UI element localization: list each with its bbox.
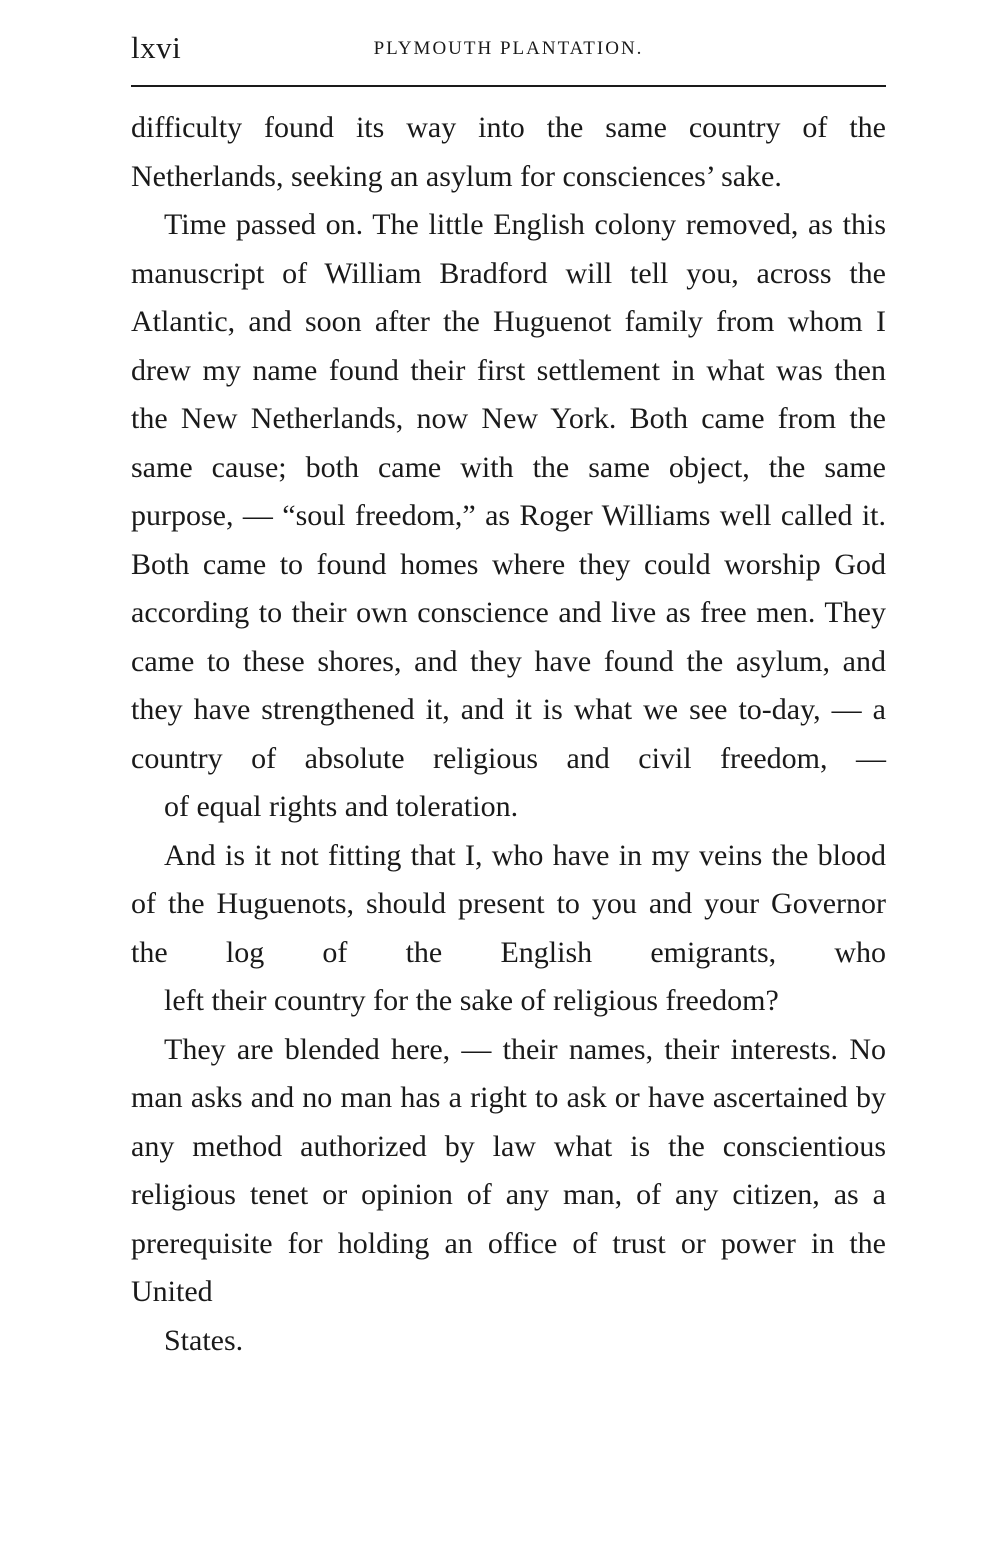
paragraph-last-line: Netherlands, seeking an asylum for consciences’ sake. (131, 159, 782, 193)
page-header (131, 28, 886, 68)
paragraph (131, 201, 886, 832)
body-text (131, 104, 886, 1365)
paragraph-last-line: States. (164, 1323, 244, 1357)
header-rule (131, 85, 886, 87)
paragraph (131, 832, 886, 1026)
paragraph (131, 1026, 886, 1366)
paragraph-text: difficulty found its way into the same country of the (131, 111, 886, 144)
paragraph (131, 104, 886, 201)
running-title: PLYMOUTH PLANTATION. (373, 38, 644, 59)
paragraph-text: They are blended here, — their names, their interests. No man asks and no man has a right to ask or have ascertained by any method authorized by law what is the conscientious religious tenet or opinion of any man, of any citizen, as a prerequisite for holding an office of trust or power in the United (131, 1032, 886, 1308)
page-number: lxvi (131, 30, 182, 65)
paragraph-last-line: of equal rights and toleration. (164, 790, 519, 823)
paragraph-text: Time passed on. The little English colony removed, as this manuscript of William Bradford will tell you, across the Atlantic, and soon after the Huguenot family from whom I drew my name found their first settlement in what was then the New Netherlands, now New York. Both came from the same cause; both came with the same object, the same purpose, — “soul freedom,” as Roger Williams well called it. Both came to found homes where they could worship God according to their own conscience and live as free men. They came to these shores, and they have found the asylum, and they have strengthened it, and it is what we see to-day, — a country of absolute religious and civil freedom, — (131, 208, 886, 775)
paragraph-text: And is it not fitting that I, who have in my veins the blood of the Huguenots, should present to you and your Governor the log of the English emigrants, who (131, 838, 886, 969)
paragraph-last-line: left their country for the sake of religious freedom? (164, 984, 779, 1017)
